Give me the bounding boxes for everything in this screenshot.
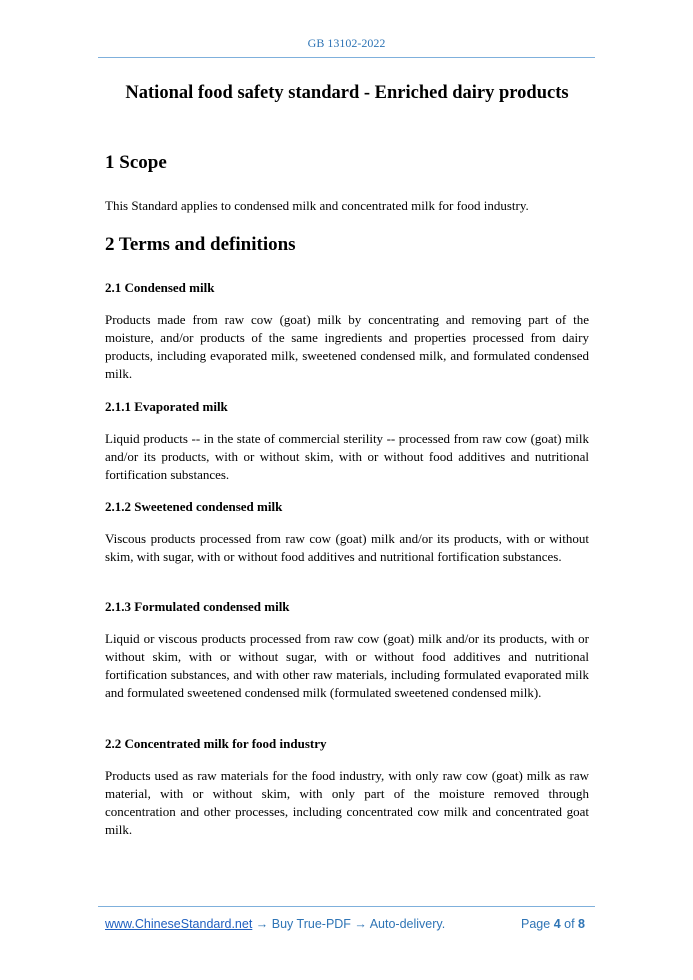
standard-code: GB 13102-2022: [307, 36, 386, 50]
section-heading-terms: 2 Terms and definitions: [105, 234, 296, 255]
subsection-heading-2-1-1: 2.1.1 Evaporated milk: [105, 399, 228, 414]
page-header: [0, 36, 693, 51]
subsection-text-2-1: Products made from raw cow (goat) milk by concentrating and removing part of the moisture, and/or products of the same ingredients and properties processed from dairy products, including evaporated milk, sweetened condensed milk, and formulated condensed milk.: [105, 312, 589, 381]
subsection-heading-2-1-2: 2.1.2 Sweetened condensed milk: [105, 499, 283, 514]
header-divider: [98, 57, 595, 58]
page-label: Page: [521, 917, 551, 931]
page-total: 8: [578, 917, 585, 931]
section-text-scope: This Standard applies to condensed milk and concentrated milk for food industry.: [105, 198, 529, 213]
subsection-heading-2-2: 2.2 Concentrated milk for food industry: [105, 736, 327, 751]
subsection-text-2-1-2: Viscous products processed from raw cow (goat) milk and/or its products, with or without skim, with sugar, with or without food additives and nutritional fortification substances.: [105, 531, 589, 564]
page-number: [521, 917, 585, 931]
section-heading-scope: 1 Scope: [105, 152, 167, 173]
footer-promo-text: → Buy True-PDF → Auto-delivery.: [252, 917, 446, 931]
subsection-heading-2-1-3: 2.1.3 Formulated condensed milk: [105, 599, 290, 614]
subsection-text-2-1-3: Liquid or viscous products processed from raw cow (goat) milk and/or its products, with or without skim, with or without sugar, with or without food additives and nutritional fortification substances, and with other raw materials, including formulated evaporated milk and formulated sweetened condensed milk (formulated sweetened condensed milk).: [105, 631, 589, 700]
subsection-text-2-2: Products used as raw materials for the food industry, with only raw cow (goat) milk as raw material, with or without skim, with only part of the moisture removed through concentration and other processes, including concentrated cow milk and concentrated goat milk.: [105, 768, 589, 837]
website-link[interactable]: www.ChineseStandard.net: [105, 917, 253, 931]
subsection-heading-2-1: 2.1 Condensed milk: [105, 280, 215, 295]
footer-divider: [98, 906, 595, 907]
page-of: of: [564, 917, 575, 931]
document-title: National food safety standard - Enriched dairy products: [125, 83, 569, 103]
page-current: 4: [553, 917, 561, 931]
subsection-text-2-1-1: Liquid products -- in the state of commercial sterility -- processed from raw cow (goat) milk and/or its products, with or without skim, with or without food additives and nutritional fortification substances.: [105, 431, 589, 482]
footer-promo: [105, 917, 445, 931]
